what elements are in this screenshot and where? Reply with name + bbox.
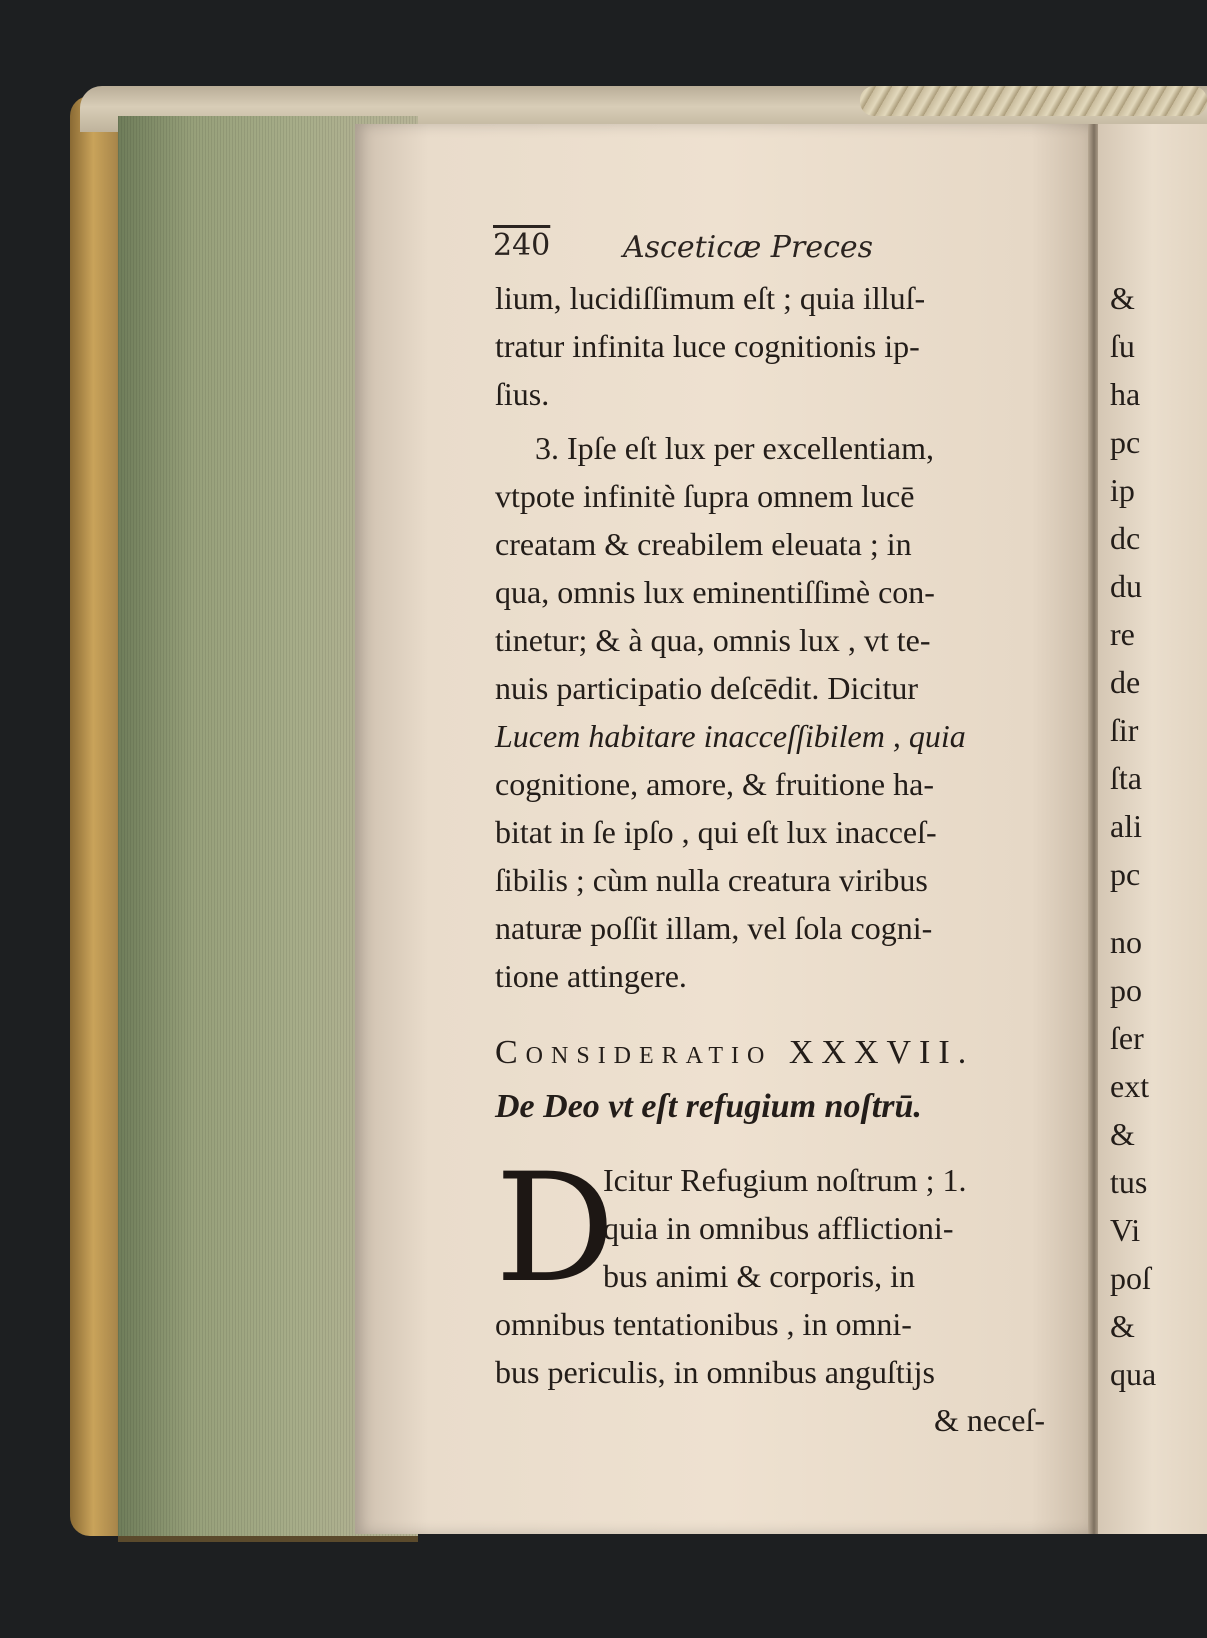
text-fragment: ſir bbox=[1110, 712, 1139, 748]
text-fragment bbox=[1110, 898, 1207, 918]
text-line: bitat in ſe ipſo , qui eſt lux inacceſ- bbox=[495, 814, 937, 850]
text-line: tratur infinita luce cognitionis ip- bbox=[495, 328, 920, 364]
text-line: nuis participatio deſcēdit. Dicitur bbox=[495, 670, 918, 706]
right-page-text bbox=[1110, 274, 1207, 1398]
text-fragment: & bbox=[1110, 1308, 1135, 1344]
text-fragment: no bbox=[1110, 924, 1142, 960]
text-line: quia in omnibus afflictioni- bbox=[603, 1210, 954, 1246]
text-fragment: du bbox=[1110, 568, 1142, 604]
text-line: naturæ poſſit illam, vel ſola cogni- bbox=[495, 910, 933, 946]
text-fragment: ſu bbox=[1110, 328, 1135, 364]
text-line: vtpote infinitè ſupra omnem lucē bbox=[495, 478, 915, 514]
text-fragment: dc bbox=[1110, 520, 1141, 556]
text-line: tione attingere. bbox=[495, 958, 687, 994]
text-fragment: re bbox=[1110, 616, 1135, 652]
text-line: cognitione, amore, & fruitione ha- bbox=[495, 766, 934, 802]
text-line: tinetur; & à qua, omnis lux , vt te- bbox=[495, 622, 931, 658]
text-line: 3. Ipſe eſt lux per excellentiam, bbox=[535, 430, 934, 466]
text-fragment: ali bbox=[1110, 808, 1142, 844]
text-line: Icitur Refugium noſtrum ; 1. bbox=[603, 1162, 967, 1198]
text-fragment: ha bbox=[1110, 376, 1141, 412]
right-page-fragment bbox=[1098, 124, 1207, 1534]
text-fragment: ext bbox=[1110, 1068, 1150, 1104]
book bbox=[70, 86, 1207, 1558]
binding-cord bbox=[860, 86, 1207, 116]
text-fragment: & bbox=[1110, 280, 1135, 316]
text-fragment: ip bbox=[1110, 472, 1135, 508]
text-line: Lucem habitare inacceſſibilem , quia bbox=[495, 718, 966, 754]
text-fragment: pc bbox=[1110, 424, 1141, 460]
text-fragment: pc bbox=[1110, 856, 1141, 892]
section-title: Consideratio XXXVII. bbox=[495, 1034, 975, 1071]
text-line: bus periculis, in omnibus anguſtijs bbox=[495, 1354, 935, 1390]
text-line: lium, lucidiſſimum eſt ; quia illuſ- bbox=[495, 280, 926, 316]
text-fragment: tus bbox=[1110, 1164, 1148, 1200]
text-fragment: ſer bbox=[1110, 1020, 1144, 1056]
text-fragment: & bbox=[1110, 1116, 1135, 1152]
text-fragment: poſ bbox=[1110, 1260, 1151, 1296]
running-head: Asceticæ Preces bbox=[623, 230, 874, 265]
text-fragment: qua bbox=[1110, 1356, 1157, 1392]
gutter bbox=[1088, 124, 1098, 1534]
text-line: qua, omnis lux eminentiſſimè con- bbox=[495, 574, 935, 610]
body-text bbox=[495, 274, 1055, 1444]
text-line: bus animi & corporis, in bbox=[603, 1258, 915, 1294]
text-line: omnibus tentationibus , in omni- bbox=[495, 1306, 912, 1342]
text-line: creatam & creabilem eleuata ; in bbox=[495, 526, 912, 562]
paragraph-dropcap bbox=[495, 1142, 1055, 1444]
left-page bbox=[355, 124, 1090, 1534]
page-header bbox=[493, 228, 1013, 268]
page-number: 240 bbox=[493, 228, 551, 263]
text-line: ſibilis ; cùm nulla creatura viribus bbox=[495, 862, 928, 898]
catchword: & neceſ- bbox=[933, 1402, 1045, 1438]
text-fragment: Vi bbox=[1110, 1212, 1141, 1248]
section-subtitle: De Deo vt eſt refugium noſtrū. bbox=[495, 1088, 922, 1125]
drop-cap: D bbox=[495, 1142, 616, 1316]
text-fragment: de bbox=[1110, 664, 1141, 700]
text-fragment: po bbox=[1110, 972, 1142, 1008]
text-line: ſius. bbox=[495, 376, 550, 412]
text-fragment: ſta bbox=[1110, 760, 1142, 796]
